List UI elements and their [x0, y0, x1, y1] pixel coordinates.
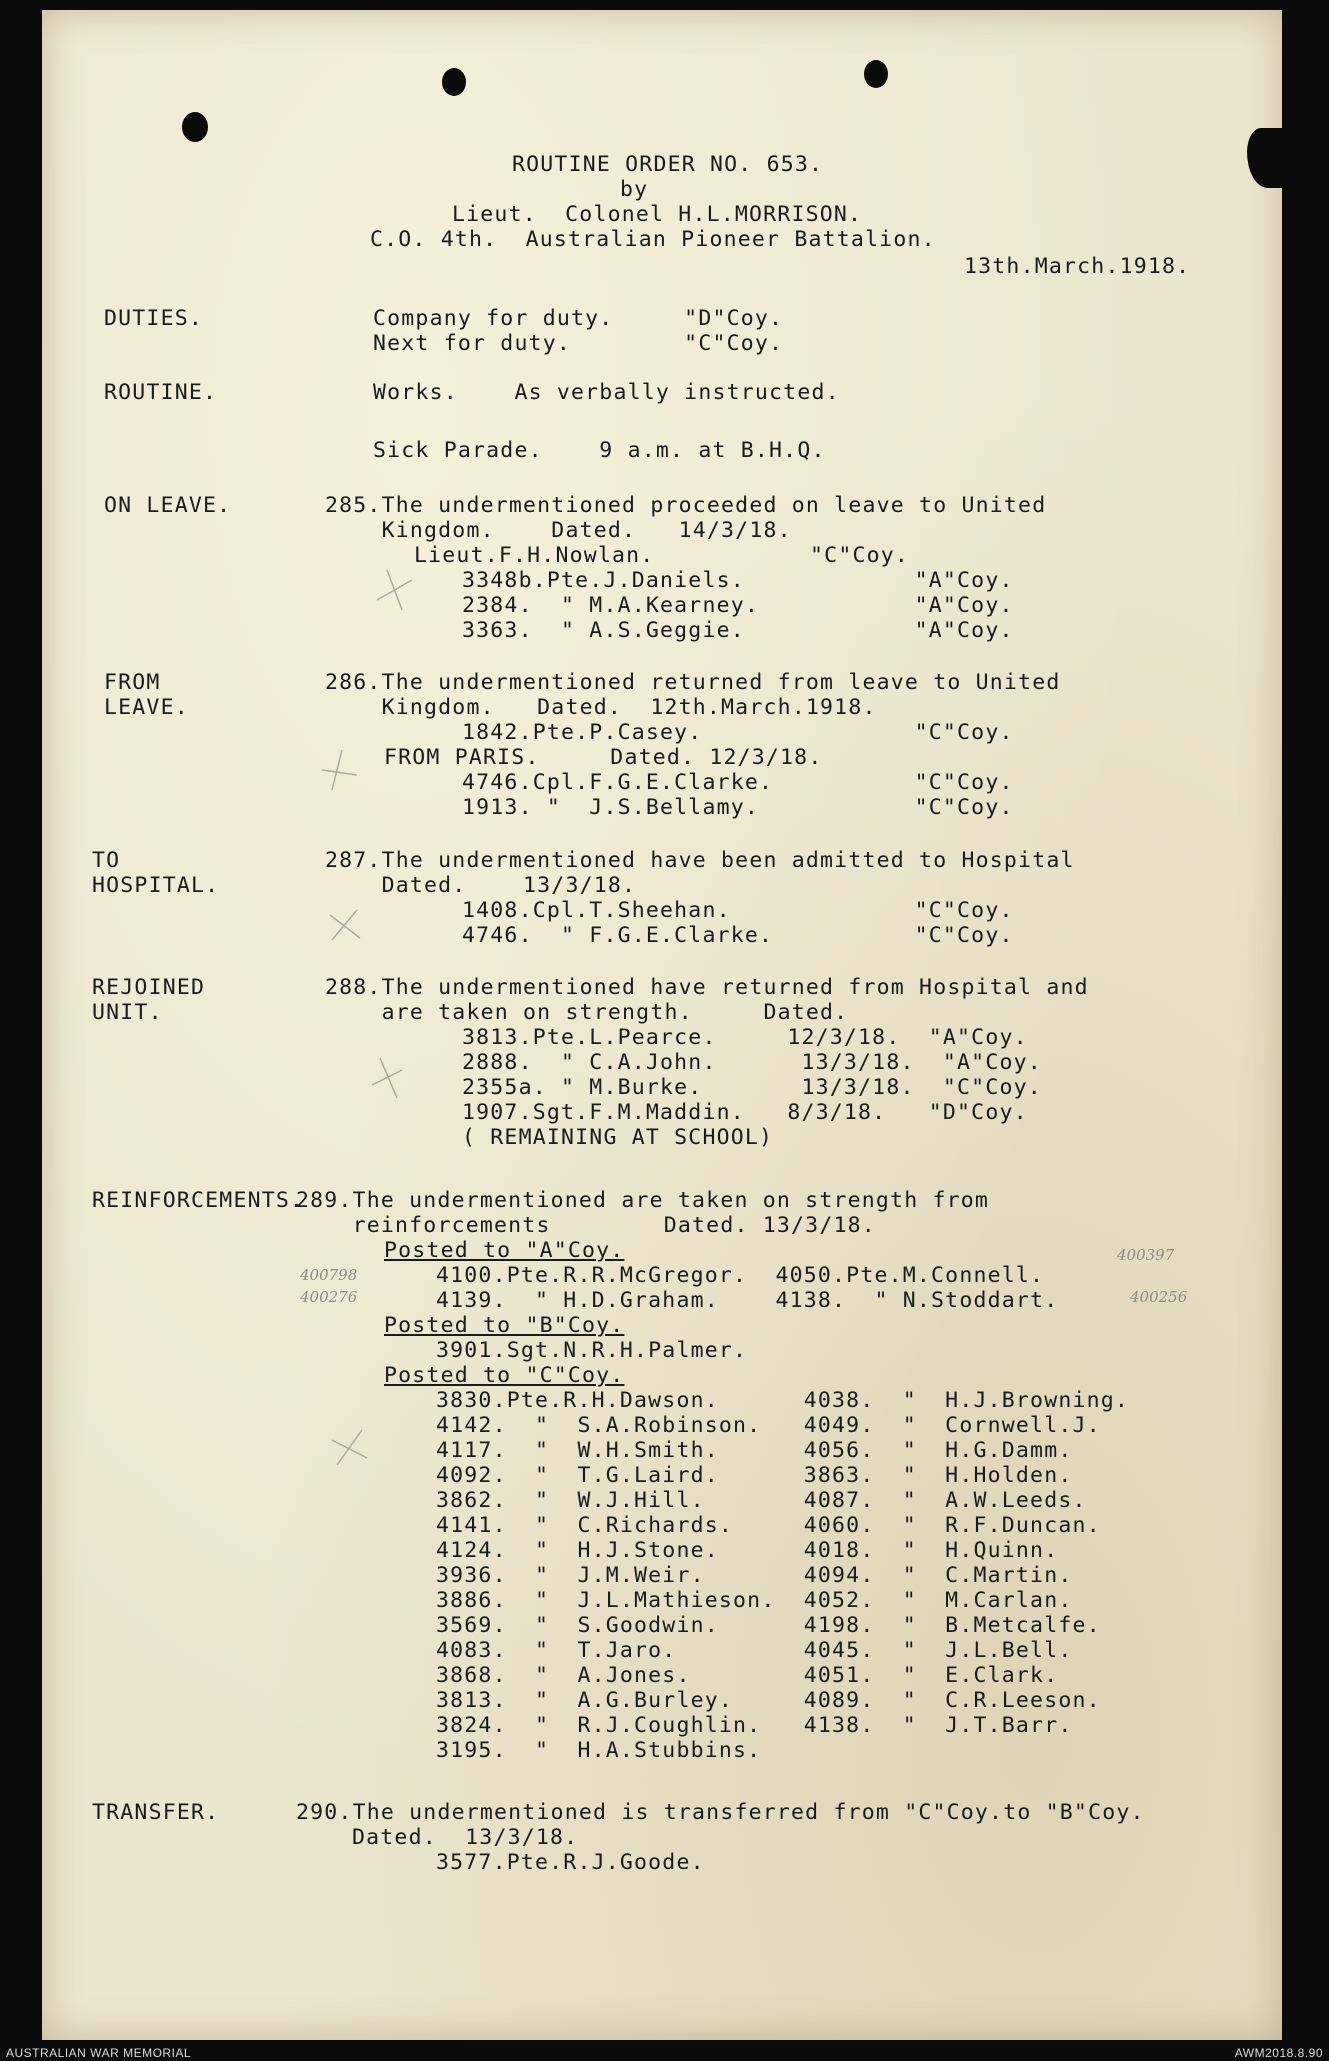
order-paragraph: are taken on strength. Dated.	[325, 1000, 849, 1025]
personnel-row: 3862. " W.J.Hill. 4087. " A.W.Leeds.	[436, 1488, 1087, 1513]
section-label-reinforcements: REINFORCEMENTS.	[92, 1188, 305, 1213]
pencil-annotation: 400397	[1117, 1246, 1175, 1264]
personnel-row: 2888. " C.A.John. 13/3/18. "A"Coy.	[462, 1050, 1042, 1075]
personnel-row: 1913. " J.S.Bellamy. "C"Coy.	[462, 795, 1014, 820]
section-label-to-hospital: TO	[92, 848, 121, 873]
personnel-row: 4083. " T.Jaro. 4045. " J.L.Bell.	[436, 1638, 1073, 1663]
section-label-rejoined: REJOINED	[92, 975, 206, 1000]
personnel-row: 3824. " R.J.Coughlin. 4138. " J.T.Barr.	[436, 1713, 1073, 1738]
personnel-row: 4141. " C.Richards. 4060. " R.F.Duncan.	[436, 1513, 1101, 1538]
personnel-row: 3363. " A.S.Geggie. "A"Coy.	[462, 618, 1014, 643]
order-title: ROUTINE ORDER NO. 653.	[512, 152, 824, 177]
personnel-row: 3936. " J.M.Weir. 4094. " C.Martin.	[436, 1563, 1073, 1588]
personnel-row: 1842.Pte.P.Casey. "C"Coy.	[462, 720, 1014, 745]
from-paris-line: FROM PARIS. Dated. 12/3/18.	[384, 745, 823, 770]
pencil-cross-marks	[42, 10, 1282, 2040]
section-label-from-leave: FROM	[104, 670, 161, 695]
order-paragraph: 285.The undermentioned proceeded on leave to United	[325, 493, 1047, 518]
personnel-row: 4092. " T.G.Laird. 3863. " H.Holden.	[436, 1463, 1073, 1488]
personnel-row: 2355a. " M.Burke. 13/3/18. "C"Coy.	[462, 1075, 1042, 1100]
personnel-row: 4142. " S.A.Robinson. 4049. " Cornwell.J.	[436, 1413, 1101, 1438]
personnel-row: 4100.Pte.R.R.McGregor. 4050.Pte.M.Connell.	[436, 1263, 1045, 1288]
personnel-row: 1907.Sgt.F.M.Maddin. 8/3/18. "D"Coy.	[462, 1100, 1028, 1125]
remaining-at-school-note: ( REMAINING AT SCHOOL)	[462, 1125, 774, 1150]
order-paragraph: Dated. 13/3/18.	[352, 1825, 579, 1850]
pencil-annotation: 400256	[1130, 1288, 1188, 1306]
personnel-row: 3813. " A.G.Burley. 4089. " C.R.Leeson.	[436, 1688, 1101, 1713]
personnel-row: 3886. " J.L.Mathieson. 4052. " M.Carlan.	[436, 1588, 1073, 1613]
personnel-row: 4117. " W.H.Smith. 4056. " H.G.Damm.	[436, 1438, 1073, 1463]
personnel-row: 2384. " M.A.Kearney. "A"Coy.	[462, 593, 1014, 618]
personnel-row: 4139. " H.D.Graham. 4138. " N.Stoddart.	[436, 1288, 1059, 1313]
order-paragraph: Dated. 13/3/18.	[325, 873, 637, 898]
personnel-row: 4124. " H.J.Stone. 4018. " H.Quinn.	[436, 1538, 1059, 1563]
routine-sick-parade: Sick Parade. 9 a.m. at B.H.Q.	[373, 438, 826, 463]
order-paragraph: 286.The undermentioned returned from leave to United	[325, 670, 1061, 695]
personnel-row: Lieut.F.H.Nowlan. "C"Coy.	[414, 543, 910, 568]
section-label-transfer: TRANSFER.	[92, 1800, 220, 1825]
pencil-annotation: 400276	[300, 1288, 358, 1306]
section-label-to-hospital: HOSPITAL.	[92, 873, 220, 898]
order-unit: C.O. 4th. Australian Pioneer Battalion.	[370, 227, 936, 252]
order-paragraph: reinforcements Dated. 13/3/18.	[296, 1213, 876, 1238]
duties-line: Company for duty. "D"Coy.	[373, 306, 784, 331]
personnel-row: 3348b.Pte.J.Daniels. "A"Coy.	[462, 568, 1014, 593]
order-paragraph: 289.The undermentioned are taken on strength from	[296, 1188, 990, 1213]
order-date: 13th.March.1918.	[964, 254, 1191, 279]
posted-to-a-heading: Posted to "A"Coy.	[384, 1238, 625, 1263]
order-paragraph: 287.The undermentioned have been admitted to Hospital	[325, 848, 1075, 873]
posted-to-c-heading: Posted to "C"Coy.	[384, 1363, 625, 1388]
order-paragraph: Kingdom. Dated. 12th.March.1918.	[325, 695, 877, 720]
section-label-duties: DUTIES.	[104, 306, 204, 331]
section-label-rejoined: UNIT.	[92, 1000, 163, 1025]
personnel-row: 4746. " F.G.E.Clarke. "C"Coy.	[462, 923, 1014, 948]
personnel-row: 3569. " S.Goodwin. 4198. " B.Metcalfe.	[436, 1613, 1101, 1638]
section-label-routine: ROUTINE.	[104, 380, 218, 405]
routine-works: Works. As verbally instructed.	[373, 380, 840, 405]
posted-to-b-heading: Posted to "B"Coy.	[384, 1313, 625, 1338]
section-label-on-leave: ON LEAVE.	[104, 493, 232, 518]
footer-accession-number: AWM2018.8.90	[1234, 2046, 1323, 2060]
pencil-annotation: 400798	[300, 1266, 358, 1284]
order-paragraph: 288.The undermentioned have returned from Hospital and	[325, 975, 1089, 1000]
order-paragraph: 290.The undermentioned is transferred from "C"Coy.to "B"Coy.	[296, 1800, 1145, 1825]
personnel-row: 1408.Cpl.T.Sheehan. "C"Coy.	[462, 898, 1014, 923]
personnel-row: 3195. " H.A.Stubbins.	[436, 1738, 762, 1763]
personnel-row: 4746.Cpl.F.G.E.Clarke. "C"Coy.	[462, 770, 1014, 795]
duties-line: Next for duty. "C"Coy.	[373, 331, 784, 356]
order-paragraph: Kingdom. Dated. 14/3/18.	[325, 518, 792, 543]
personnel-row: 3813.Pte.L.Pearce. 12/3/18. "A"Coy.	[462, 1025, 1028, 1050]
personnel-row: 3830.Pte.R.H.Dawson. 4038. " H.J.Browning.	[436, 1388, 1130, 1413]
order-by: by	[620, 177, 649, 202]
personnel-row: 3868. " A.Jones. 4051. " E.Clark.	[436, 1663, 1059, 1688]
document-page	[42, 10, 1282, 2040]
order-officer: Lieut. Colonel H.L.MORRISON.	[452, 202, 863, 227]
footer-credit: AUSTRALIAN WAR MEMORIAL	[6, 2046, 192, 2060]
personnel-row: 3901.Sgt.N.R.H.Palmer.	[436, 1338, 748, 1363]
section-label-from-leave: LEAVE.	[104, 695, 189, 720]
personnel-row: 3577.Pte.R.J.Goode.	[436, 1850, 705, 1875]
